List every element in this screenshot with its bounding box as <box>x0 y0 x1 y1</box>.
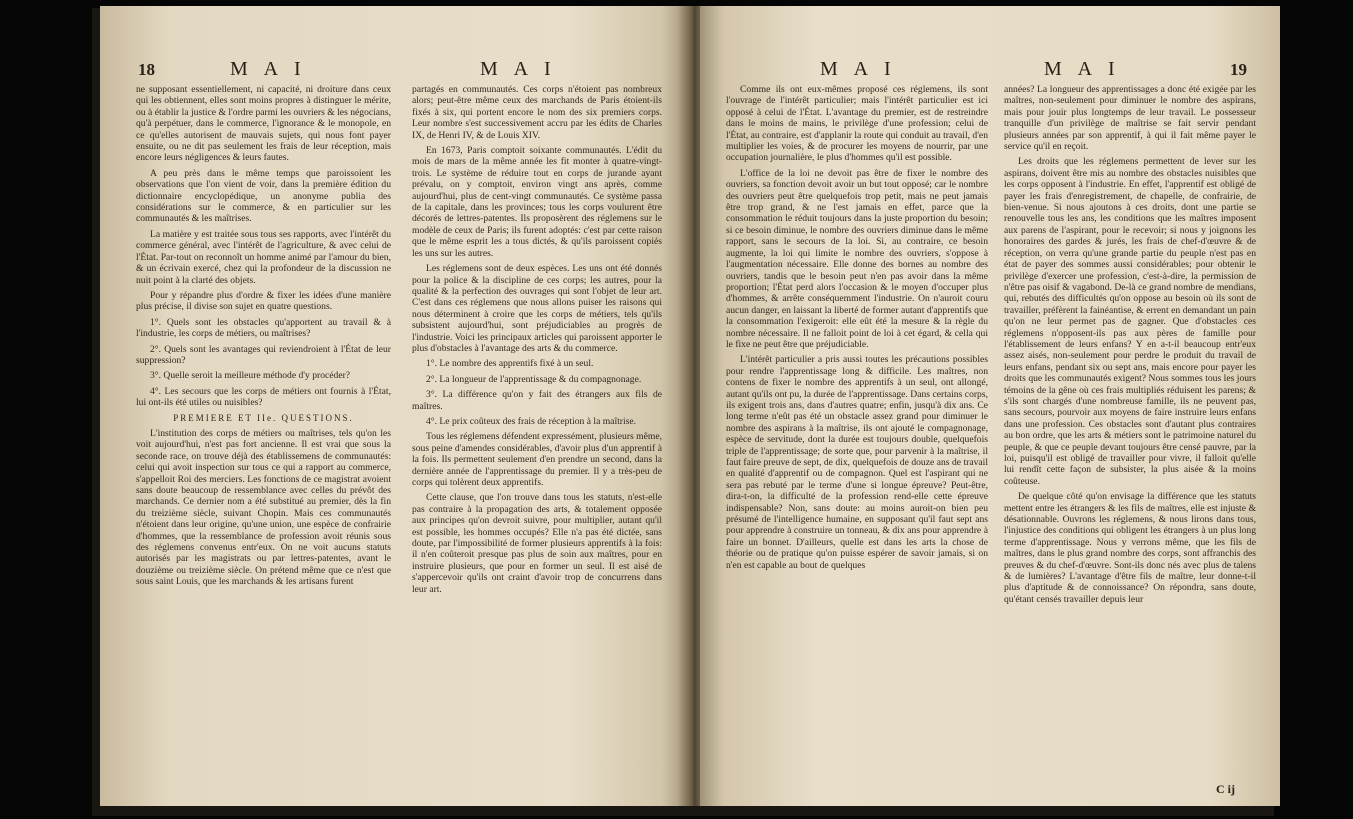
paragraph: 2°. Quels sont les avantages qui reviendroient à l'État de leur suppression? <box>136 343 391 366</box>
paragraph: De quelque côté qu'on envisage la différence que les statuts mettent entre les étrangers & les fils de maîtres, elle est injuste & désationnable. Ouvrons les réglemens, & nous lirons dans tous, l'injustice des conditions qui obligent les étrangers à un plus long terme d'apprentissage. Nous y verrons même, que les fils de maîtres, dans le plus grand nombre des corps, sont affranchis des preuves & du chef-d'œuvre. Sont-ils donc nés avec plus de talens & de lumières? L'avantage d'être fils de maître, leur donne-t-il plus d'aptitude & de connoissance? On répondra, sans doute, qu'étant censés travailler depuis leur <box>1004 491 1256 605</box>
right-column-1 <box>726 84 988 575</box>
paragraph: A peu près dans le même temps que paroissoient les observations que l'on vient de voir, dans la première édition du dictionnaire encyclopédique, un anonyme publia des considérations sur le commerce, & en particulier sur les communautés & les maîtrises. <box>136 167 391 225</box>
signature-mark: C ij <box>1216 782 1235 796</box>
paragraph: 4°. Le prix coûteux des frais de réception à la maîtrise. <box>426 415 637 427</box>
paragraph: ne supposant essentiellement, ni capacité, ni droiture dans ceux qui les obtiennent, elles sont moins propres à distinguer le mérite, ou à établir la justice & l'ordre parmi les ouvriers & les négocians, qu'à perpétuer, dans le commerce, l'ignorance & le monopole, en ce qu'elles autorisent de mauvais sujets, qui nous font payer ensuite, ou ne dit pas seulement les frais de leur réception, mais encore leurs négligences & leurs fautes. <box>136 84 391 164</box>
running-head-left-2: M A I <box>480 58 557 80</box>
section-heading: PREMIERE ET IIe. QUESTIONS. <box>173 412 354 423</box>
paragraph: 1°. Quels sont les obstacles qu'apportent au travail & à l'industrie, les corps de métiers, ou maîtrises? <box>136 316 391 340</box>
paragraph: Tous les réglemens défendent expressément, plusieurs même, sous peine d'amendes considérables, d'avoir plus d'un apprentif à la fois. Ils permettent seulement d'en prendre un second, dans la dernière année de l'apprentissage du premier. Il y a très-peu de corps qui tolèrent deux apprentifs. <box>412 431 662 488</box>
paragraph: 1°. Le nombre des apprentifs fixé à un seul. <box>426 358 594 370</box>
running-head-right-2: M A I <box>1044 58 1121 80</box>
paragraph: Pour y répandre plus d'ordre & fixer les idées d'une manière plus précise, il divise son sujet en quatre questions. <box>136 289 391 313</box>
paragraph: En 1673, Paris comptoit soixante communautés. L'édit du mois de mars de la même année les fit monter à quatre-vingt-trois. Le système de réduire tout en corps de jurande ayant prévalu, on y comptoit, environ vingt ans après, comme aujourd'hui, plus de cent-vingt communautés. Ce système passa de la capitale, dans les provinces; tous les corps voulurent être décorés de lettres-patentes. Ils proposèrent des réglemens sur le modèle de ceux de Paris; ils furent adoptés: c'est par cette raison que le même esprit les a tous dictés, & qu'ils paroissent copiés les uns sur les autres. <box>412 145 662 259</box>
paragraph: L'institution des corps de métiers ou maîtrises, tels qu'on les voit aujourd'hui, n'est pas fort ancienne. Il est vrai que sous la seconde race, on trouve déjà des établissemens de communautés: celui qui avoit inspection sur tous ce qui a rapport au commerce, s'appelloit Roi des merciers. Les fonctions de ce magistrat avoient sans doute beaucoup de ressemblance avec celles du prévôt des marchands. Ce dernier nom a été substitué au premier, dès la fin du treizième siècle, suivant Chopin. Mais ces communautés n'étoient dans leur origine, qu'une union, une espèce de confrairie d'hommes, que la ressemblance de profession avoit réunis sous des réglemens convenus entr'eux. On ne voit aucuns statuts autorisés par les magistrats ou par lettres-patentes, avant le douzième ou treizième siècle. On prétend même que ce n'est que sous saint Louis, que les marchands & les artisans furent <box>136 427 391 588</box>
paragraph: L'office de la loi ne devoit pas être de fixer le nombre des ouvriers, sa fonction devoit avoir un but tout opposé; car le nombre des ouvriers peut être quelquefois trop petit, mais ne peut jamais être trop grand, & ne l'est jamais en effet, parce que la consommation le réduit toujours dans la juste proportion du besoin; si ce besoin diminue, le nombre des ouvriers diminue dans le même rapport, sans le secours de la loi. Si, au contraire, ce besoin augmente, la loi qui limite le nombre des ouvriers, s'oppose à l'augmentation nécessaire. Elle donne des bornes au nombre des ouvriers, tandis que le besoin peut n'en pas avoir dans la même proportion; l'État perd alors l'occasion & le moyen d'occuper plus d'hommes, & arrête conséquemment l'industrie. On n'auroit couru aucun danger, en laissant la liberté de former autant d'apprentifs que la consommation l'exigeroit: elle eût été la mesure & la règle du nombre nécessaire. Il ne falloit point de loi à cet égard, & cella qui le fixe ne peut être que préjudiciable. <box>726 167 988 350</box>
right-page <box>700 6 1280 806</box>
paragraph: 3°. La différence qu'on y fait des étrangers aux fils de maîtres. <box>412 389 662 412</box>
paragraph: L'intérêt particulier a pris aussi toutes les précautions possibles pour rendre l'apprentissage long & difficile. Les maîtres, non contens de fixer le nombre des apprentifs à un seul, ont allongé, autant qu'ils ont pu, la durée de l'apprentissage. Dans certains corps, ils exigent trois ans, dans d'autres quatre; enfin, jusqu'à dix ans. Ce long terme n'eût pas été un obstacle assez grand pour diminuer le nombre des aspirans à la maîtrise, ils ont ajouté le compagnonage, espèce de servitude, dont la durée est toujours double, quelquefois triple de l'apprentissage; de sorte que, pour parvenir à la maîtrise, il faut faire preuve de sept, de dix, quelquefois de douze ans de travail en qualité d'apprentif ou de compagnon. Quel est l'aspirant qui ne sera pas rebuté par le terme d'une si longue épreuve? Peut-être, dira-t-on, la difficulté de la profession rend-elle cette épreuve indispensable? Non, sans doute: au moins auroit-on bien peu présumé de l'intelligence humaine, en supposant qu'il faut sept ans pour apprendre à construire un tonneau, & dix ans pour apprendre à faire un bonnet. D'ailleurs, quelle est dans les arts la chose de théorie ou de pratique qu'on puisse espérer de savoir jamais, si on n'en est capable au bout de quelques <box>726 354 988 571</box>
running-head-right-1: M A I <box>820 58 897 80</box>
paragraph: 2°. La longueur de l'apprentissage & du compagnonage. <box>426 373 642 385</box>
left-column-1 <box>136 84 391 592</box>
left-page <box>100 6 685 806</box>
right-column-2 <box>1004 84 1256 609</box>
left-column-2 <box>412 84 662 599</box>
paragraph: Comme ils ont eux-mêmes proposé ces réglemens, ils sont l'ouvrage de l'intérêt particulier; mais l'intérêt particulier est ici opposé à celui de l'État. L'avantage du premier, est de restreindre dans le moins de mains, le privilège d'une profession; celui de l'État, au contraire, est d'applanir la route qui conduit au travail, d'en multiplier les voies, & de procurer les moyens de nourrir, par une occupation journalière, le plus d'hommes qu'il est possible. <box>726 84 988 164</box>
page-number-left: 18 <box>138 60 155 79</box>
paragraph: partagés en communautés. Ces corps n'étoient pas nombreux alors; peut-être même ceux des marchands de Paris étoient-ils fixés à six, qui portent encore le nom des six premiers corps. Leur nombre s'est successivement accru par les édits de Charles IX, de Henri IV, & de Louis XIV. <box>412 84 662 141</box>
paragraph: Les réglemens sont de deux espèces. Les uns ont été donnés pour la police & la discipline de ces corps; les autres, pour la qualité & la perfection des ouvrages qui sont l'objet de leur art. C'est dans ces réglemens que nous allons puiser les raisons qui nous déterminent à croire que les corps de métiers, tels qu'ils subsistent aujourd'hui, sont préjudiciables au progrès de l'industrie. Voici les principaux articles qui paroissent apporter le plus d'obstacles à l'avantage des arts & du commerce. <box>412 263 662 354</box>
running-head-left-1: M A I <box>230 58 307 80</box>
paragraph: La matière y est traitée sous tous ses rapports, avec l'intérêt du commerce général, avec l'intérêt de l'agriculture, & avec celui de l'État. Par-tout on reconnoît un homme animé par l'amour du bien, & un écrivain exercé, chez qui la profondeur de la discussion ne nuit point à la clarté des objets. <box>136 228 391 286</box>
paragraph: années? La longueur des apprentissages a donc été exigée par les maîtres, non-seulement pour diminuer le nombre des aspirans, mais pour jouir plus longtemps de leur travail. Le possesseur tranquille d'un privilège de maîtrise se fait servir pendant plusieurs années par son apprentif, à qui il fait même payer le service qu'il en reçoit. <box>1004 84 1256 153</box>
paragraph: Cette clause, que l'on trouve dans tous les statuts, n'est-elle pas contraire à la propagation des arts, & totalement opposée aux principes qu'on devroit suivre, pour multiplier, autant qu'il est possible, les hommes occupés? Elle n'a pas été dictée, sans doute, par l'impossibilité de former plusieurs apprentifs à la fois: il n'en coûteroit presque pas plus de soin aux maîtres, pour en instruire plusieurs, que pour en former un seul. Il est aisé de s'appercevoir qu'ils ont craint d'avoir trop de concurrens dans leur art. <box>412 492 662 595</box>
page-number-right: 19 <box>1230 60 1247 79</box>
paragraph: 4°. Les secours que les corps de métiers ont fournis à l'État, lui ont-ils été utiles ou nuisibles? <box>136 385 391 409</box>
paragraph: 3°. Quelle seroit la meilleure méthode d'y procéder? <box>150 370 351 382</box>
paragraph: Les droits que les réglemens permettent de lever sur les aspirans, doivent être mis au nombre des obstacles nuisibles que les corps opposent à l'industrie. En effet, l'apprentif est obligé de payer les frais d'enregistrement, de chapelle, de confrairie, de bien-venue. Si nous ajoutons à ces droits, dont une partie se renouvelle tous les ans, les conditions que les maîtres imposent aux parens de l'aspirant, pour le recevoir; si nous y joignons les honoraires des gardes & jurés, les frais de chef-d'œuvre & de réception, on verra qu'une grande partie du peuple n'est pas en état de payer des sommes aussi considérables; pour obtenir le privilège d'exercer une profession, c'est-à-dire, la permission de n'être pas oisif & vagabond. De-là ce grand nombre de mendians, qui, rebutés des difficultés qu'on oppose au besoin où ils sont de travailler, préfèrent la fainéantise, & errent en demandant un pain qu'on ne leur permet pas de gagner. Que d'obstacles ces réglemens n'opposent-ils pas aux pères de famille pour l'établissement de leurs enfans? Y en a-t-il beaucoup entr'eux assez aisés, non-seulement pour perdre le produit du travail de leurs enfans, pendant six ou sept ans, mais encore pour payer les droits que les communautés exigent? Nous sommes tous les jours témoins de la gêne où ces frais multipliés réduisent les parens; & s'ils sont chargés d'une nombreuse famille, ils ne peuvent pas, sans secours, pourvoir aux moyens de faire instruire leurs enfans dans une profession. Ces obstacles sont d'autant plus contraires au bon ordre, que les arts & métiers sont le patrimoine naturel du peuple, & que ce peuple devant toujours être censé pauvre, par la loi, puisqu'il est obligé de travailler pour vivre, il falloit qu'elle lui rendît cette façon de subsister, la plus aisée & la moins coûteuse. <box>1004 156 1256 487</box>
